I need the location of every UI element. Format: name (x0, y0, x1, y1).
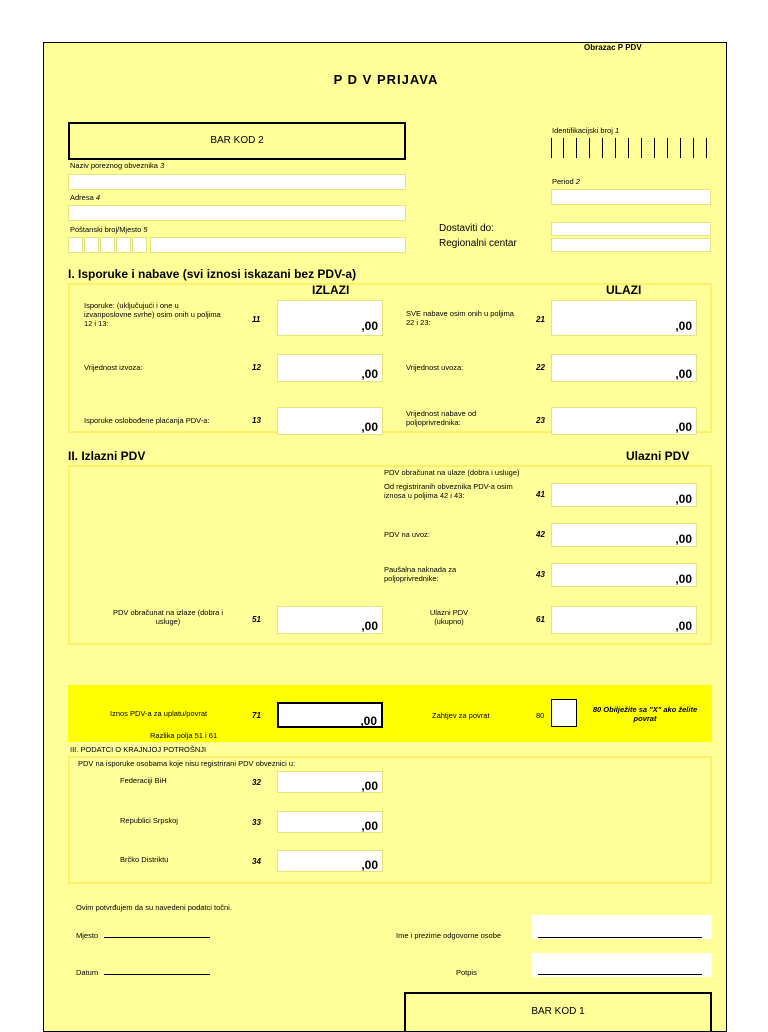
signature-label: Potpis (456, 968, 477, 977)
refund-note: 80 Obilježite sa "X" ako želite povrat (592, 705, 698, 723)
section3-subtitle: PDV na isporuke osobama koje nisu registrirani PDV obveznici u: (78, 759, 296, 768)
postal-code-cells[interactable] (68, 237, 148, 253)
postal-label: Poštanski broj/Mjesto 5 (70, 225, 148, 234)
field-42-input[interactable]: ,00 (551, 523, 697, 547)
field-13-number: 13 (252, 416, 261, 425)
field-11-input[interactable]: ,00 (277, 300, 383, 336)
form-title: P D V PRIJAVA (333, 72, 439, 87)
confirmation-text: Ovim potvrđujem da su navedeni podatci točni. (76, 903, 232, 912)
signature-line (538, 974, 702, 975)
field-32-label: Federaciji BiH (120, 776, 167, 785)
date-label: Datum (76, 968, 99, 977)
vat-return-form (43, 42, 727, 1032)
section2-title: II. Izlazni PDV (68, 449, 146, 463)
field-21-number: 21 (536, 315, 545, 324)
barcode-bottom: BAR KOD 1 (404, 992, 712, 1032)
field-42-number: 42 (536, 530, 545, 539)
field-71-number: 71 (252, 711, 261, 720)
regional-center-label: Regionalni centar (439, 238, 517, 249)
field-22-number: 22 (536, 363, 545, 372)
field-42-label: PDV na uvoz: (384, 530, 430, 539)
field-32-number: 32 (252, 778, 261, 787)
address-label: Adresa 4 (70, 193, 101, 202)
barcode-top: BAR KOD 2 (68, 122, 406, 160)
field-34-input[interactable]: ,00 (277, 850, 383, 872)
field-41-number: 41 (536, 490, 545, 499)
field-12-input[interactable]: ,00 (277, 354, 383, 382)
field-23-input[interactable]: ,00 (551, 407, 697, 435)
field-71-label: Iznos PDV-a za uplatu/povrat (110, 709, 208, 718)
field-51-input[interactable]: ,00 (277, 606, 383, 634)
city-field[interactable] (150, 237, 406, 253)
field-21-input[interactable]: ,00 (551, 300, 697, 336)
responsible-person-line (538, 937, 702, 938)
field-33-label: Republici Srpskoj (120, 816, 178, 825)
address-field[interactable] (68, 205, 406, 221)
field-23-number: 23 (536, 416, 545, 425)
field-32-input[interactable]: ,00 (277, 771, 383, 793)
input-vat-header: PDV obračunat na ulaze (dobra i usluge) (384, 468, 520, 477)
field-12-number: 12 (252, 363, 261, 372)
field-43-input[interactable]: ,00 (551, 563, 697, 587)
inputs-header: ULAZI (606, 283, 642, 297)
responsible-person-label: Ime i prezime odgovorne osobe (396, 931, 502, 940)
period-label: Period 2 (552, 177, 580, 186)
field-41-input[interactable]: ,00 (551, 483, 697, 507)
field-51-number: 51 (252, 615, 261, 624)
field-13-input[interactable]: ,00 (277, 407, 383, 435)
place-line[interactable] (104, 937, 210, 938)
period-field[interactable] (551, 189, 711, 205)
section3-title: III. PODATCI O KRAJNJOJ POTROŠNJI (70, 745, 207, 754)
field-22-label: Vrijednost uvoza: (406, 363, 464, 372)
field-61-label: Ulazni PDV (ukupno) (429, 608, 469, 626)
field-34-label: Brčko Distriktu (120, 855, 169, 864)
field-12-label: Vrijednost izvoza: (84, 363, 143, 372)
field-71-note: Razlika polja 51 i 61 (150, 731, 218, 740)
field-61-number: 61 (536, 615, 545, 624)
field-11-label: Isporuke: (uključujući i one u izvanposlovne svrhe) osim onih u poljima 12 i 13: (84, 301, 221, 328)
section2-right-title: Ulazni PDV (626, 449, 690, 463)
taxpayer-name-label: Naziv poreznog obveznika 3 (70, 161, 165, 170)
id-number-label: Identifikacijski broj 1 (552, 126, 620, 135)
deliver-to-label: Dostaviti do: (439, 223, 495, 234)
refund-checkbox[interactable] (551, 699, 577, 727)
field-43-label: Paušalna naknada za poljoprivrednike: (384, 565, 457, 583)
field-51-label: PDV obračunat na izlaze (dobra i usluge) (112, 608, 224, 626)
outputs-header: IZLAZI (312, 283, 350, 297)
deliver-to-field[interactable] (551, 222, 711, 236)
section1-title: I. Isporuke i nabave (svi iznosi iskazani bez PDV-a) (68, 267, 357, 281)
field-41-label: Od registriranih obveznika PDV-a osim iznosa u poljima 42 i 43: (384, 482, 513, 500)
regional-center-field[interactable] (551, 238, 711, 252)
responsible-person-field[interactable] (532, 915, 712, 939)
refund-request-label: Zahtjev za povrat (432, 711, 490, 720)
field-34-number: 34 (252, 857, 261, 866)
field-80-number: 80 (536, 711, 545, 720)
field-33-input[interactable]: ,00 (277, 811, 383, 833)
id-number-cells[interactable] (551, 138, 707, 158)
field-33-number: 33 (252, 818, 261, 827)
field-21-label: SVE nabave osim onih u poljima 22 i 23: (406, 309, 514, 327)
field-43-number: 43 (536, 570, 545, 579)
taxpayer-name-field[interactable] (68, 174, 406, 190)
field-22-input[interactable]: ,00 (551, 354, 697, 382)
field-61-input[interactable]: ,00 (551, 606, 697, 634)
field-13-label: Isporuke oslobođene plaćanja PDV-a: (84, 416, 210, 425)
date-line[interactable] (104, 974, 210, 975)
form-code: Obrazac P PDV (584, 43, 642, 52)
field-71-input[interactable]: ,00 (277, 702, 383, 728)
field-11-number: 11 (252, 315, 261, 324)
place-label: Mjesto (76, 931, 99, 940)
field-23-label: Vrijednost nabave od poljoprivrednika: (406, 409, 477, 427)
